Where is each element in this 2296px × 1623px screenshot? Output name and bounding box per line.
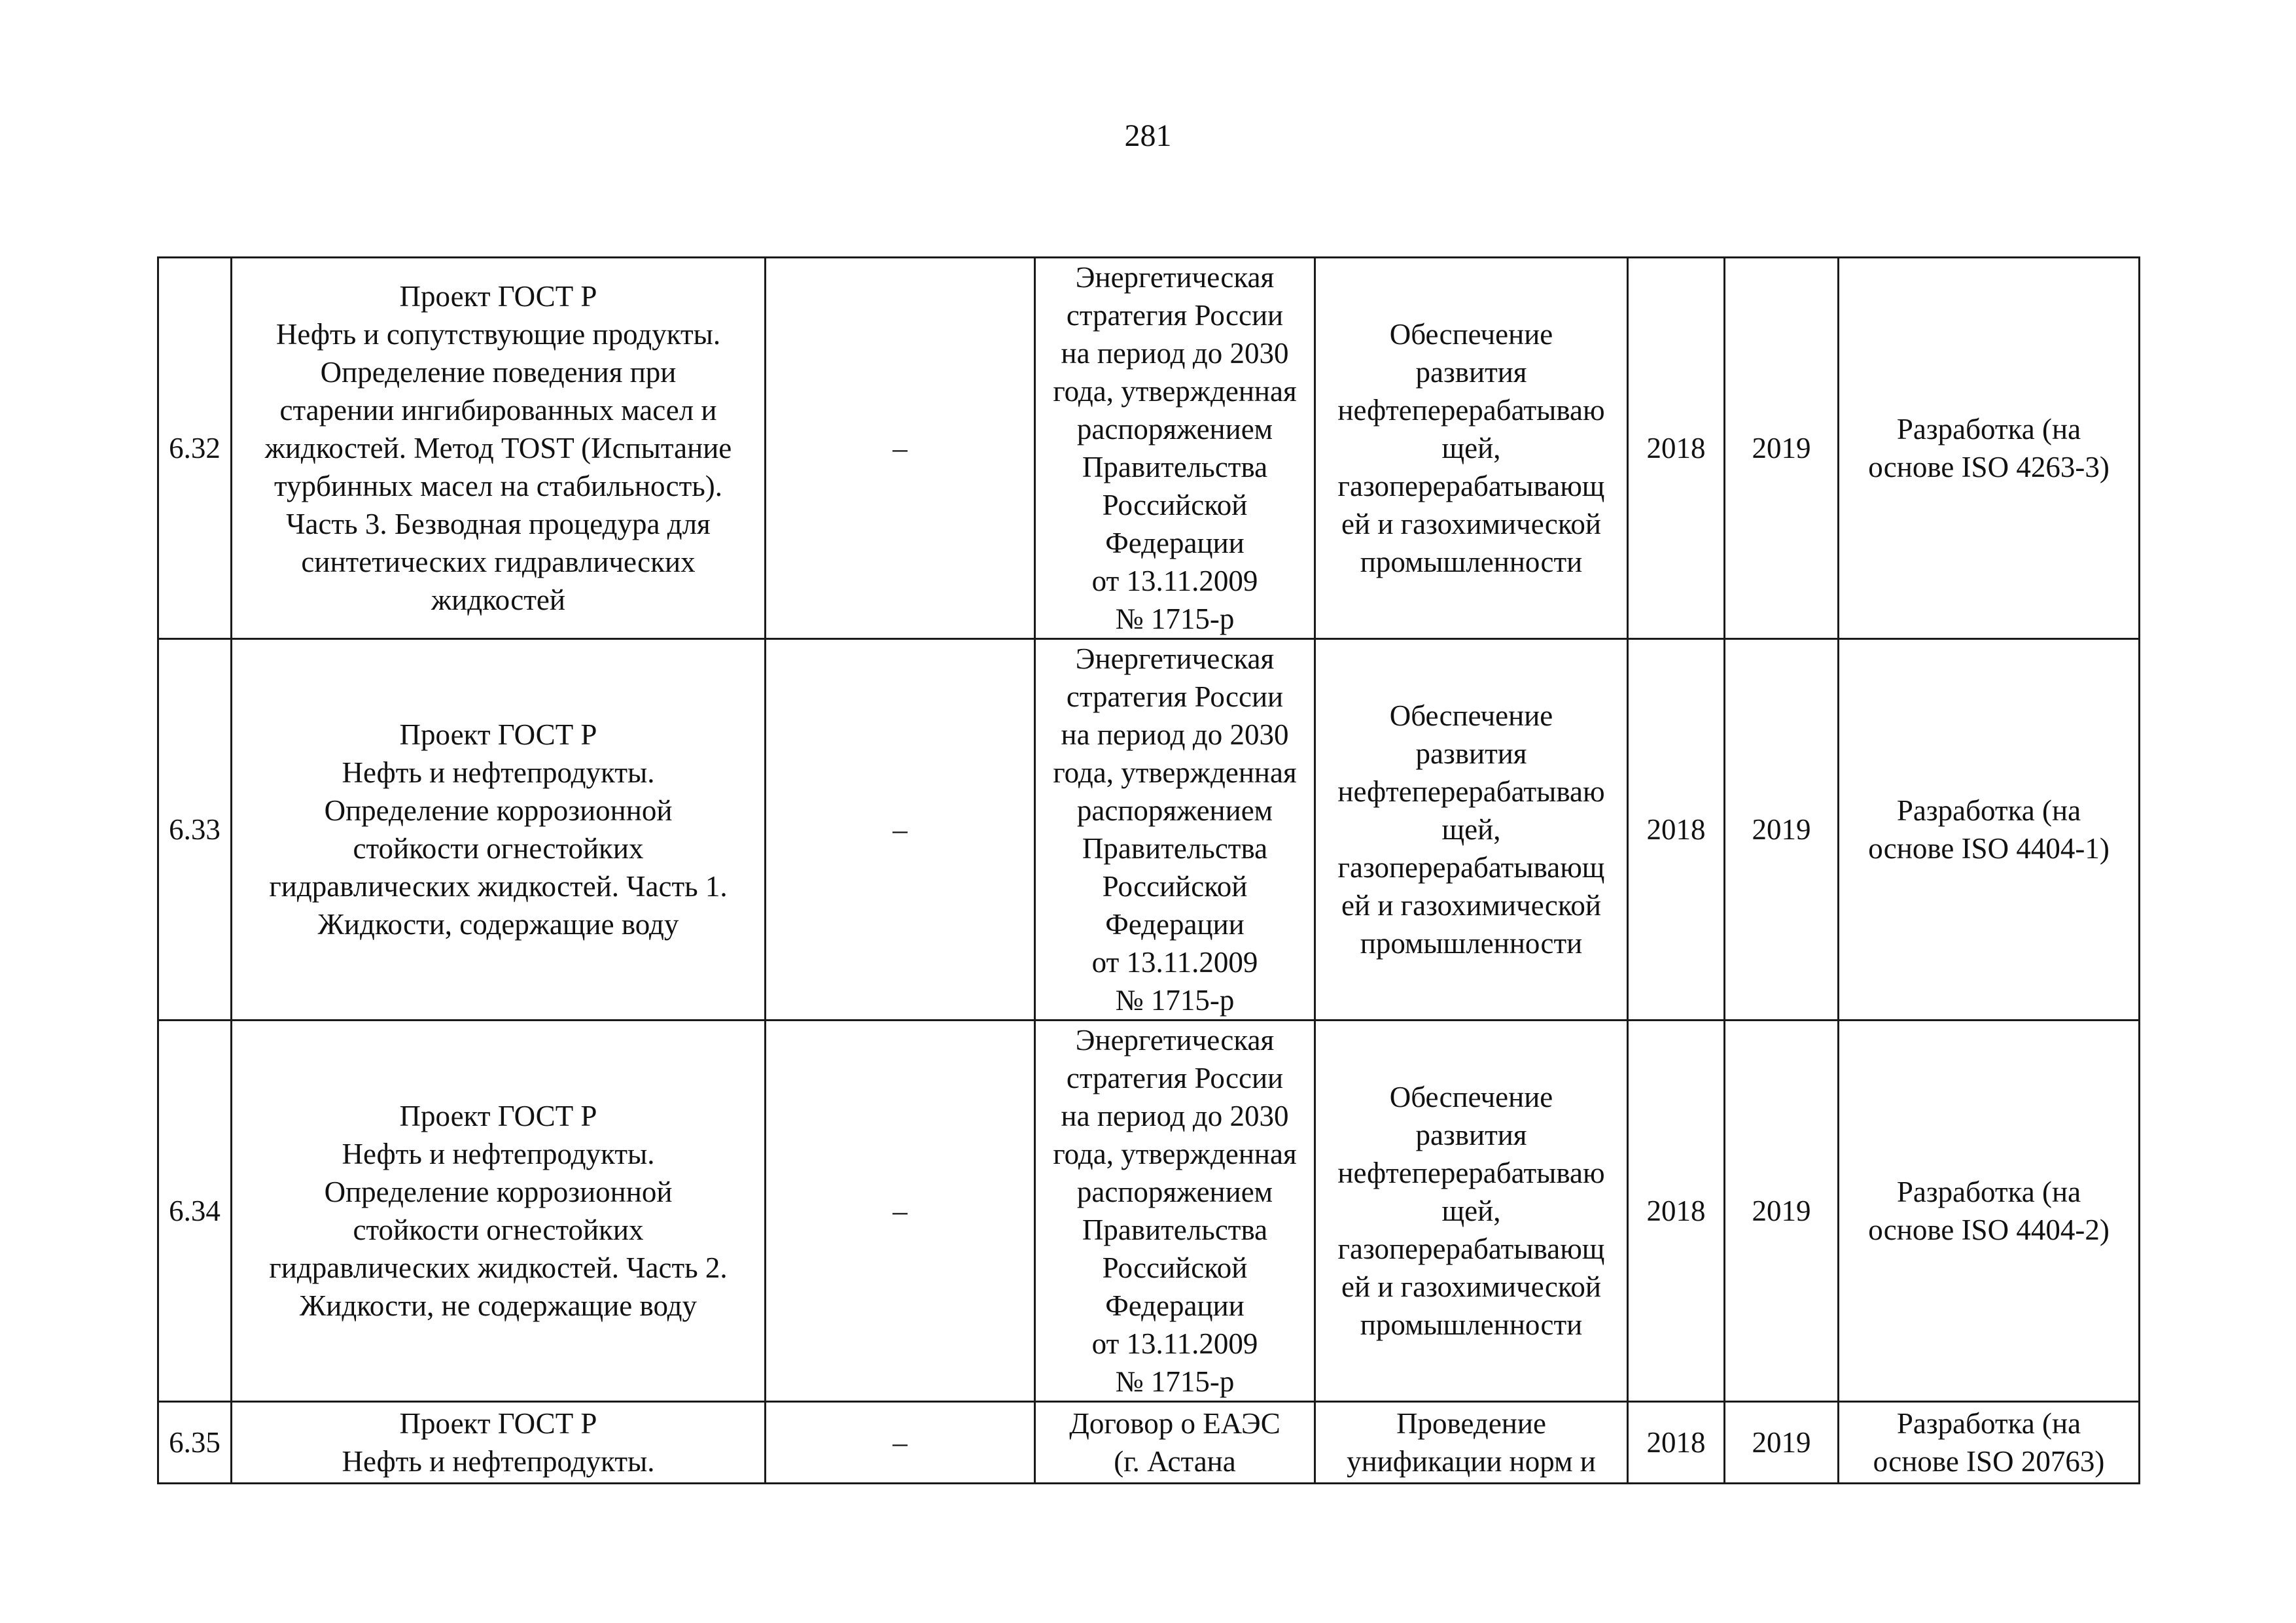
goal-line: Обеспечение <box>1389 699 1553 732</box>
basis-line: Энергетическая <box>1075 642 1275 675</box>
goal-line: нефтеперерабатываю <box>1337 1157 1605 1189</box>
basis-line: года, утвержденная <box>1053 375 1297 408</box>
standard-title <box>232 1021 766 1402</box>
goal-line: газоперерабатывающ <box>1337 1232 1605 1265</box>
dash-cell: – <box>766 258 1035 639</box>
title-line: турбинных масел на стабильность). <box>274 470 723 502</box>
basis-cell <box>1035 1402 1315 1484</box>
goal-cell <box>1315 1402 1628 1484</box>
dash-cell: – <box>766 1021 1035 1402</box>
title-line: Нефть и нефтепродукты. <box>342 1138 655 1170</box>
goal-line: промышленности <box>1360 927 1583 960</box>
note-line: Разработка (на <box>1896 413 2081 445</box>
basis-cell <box>1035 258 1315 639</box>
basis-line: Федерации <box>1105 527 1245 559</box>
title-line: стойкости огнестойких <box>353 832 644 865</box>
basis-line: от 13.11.2009 <box>1091 946 1258 979</box>
basis-line: на период до 2030 <box>1061 718 1289 751</box>
title-line: Нефть и нефтепродукты. <box>342 1445 655 1478</box>
title-line: старении ингибированных масел и <box>279 394 717 427</box>
goal-line: унификации норм и <box>1347 1445 1596 1478</box>
basis-line: № 1715-р <box>1115 1365 1235 1398</box>
title-line: Жидкости, не содержащие воду <box>299 1289 698 1322</box>
goal-line: газоперерабатывающ <box>1337 470 1605 502</box>
row-number: 6.34 <box>158 1021 232 1402</box>
basis-line: Российской <box>1102 1251 1248 1284</box>
table-row <box>158 258 2140 639</box>
goal-line: щей, <box>1441 1195 1501 1227</box>
goal-line: промышленности <box>1360 1308 1583 1341</box>
basis-line: Договор о ЕАЭС <box>1069 1407 1280 1440</box>
title-line: гидравлических жидкостей. Часть 1. <box>269 870 728 903</box>
basis-line: стратегия России <box>1066 299 1284 332</box>
basis-line: Энергетическая <box>1075 1024 1275 1056</box>
goal-line: нефтеперерабатываю <box>1337 394 1605 427</box>
table-row <box>158 639 2140 1021</box>
standards-table <box>157 256 2140 1484</box>
row-number: 6.35 <box>158 1402 232 1484</box>
basis-line: года, утвержденная <box>1053 1138 1297 1170</box>
goal-line: щей, <box>1441 432 1501 464</box>
goal-line: развития <box>1415 356 1527 389</box>
standard-title <box>232 1402 766 1484</box>
goal-line: Проведение <box>1396 1407 1546 1440</box>
basis-line: стратегия России <box>1066 680 1284 713</box>
title-line: стойкости огнестойких <box>353 1213 644 1246</box>
title-line: Проект ГОСТ Р <box>399 1407 597 1440</box>
goal-line: ей и газохимической <box>1341 508 1601 540</box>
basis-line: Федерации <box>1105 1289 1245 1322</box>
note-line: основе ISO 20763) <box>1873 1445 2105 1478</box>
basis-line: Российской <box>1102 870 1248 903</box>
title-line: Жидкости, содержащие воду <box>317 908 679 941</box>
basis-line: распоряжением <box>1076 413 1273 445</box>
basis-cell <box>1035 1021 1315 1402</box>
table-row <box>158 1021 2140 1402</box>
basis-cell <box>1035 639 1315 1021</box>
row-number: 6.33 <box>158 639 232 1021</box>
standard-title <box>232 258 766 639</box>
table-row <box>158 1402 2140 1484</box>
note-cell <box>1839 1402 2140 1484</box>
end-year: 2019 <box>1725 639 1839 1021</box>
basis-line: Правительства <box>1082 451 1268 483</box>
start-year: 2018 <box>1628 639 1725 1021</box>
title-line: Часть 3. Безводная процедура для <box>286 508 711 540</box>
basis-line: на период до 2030 <box>1061 337 1289 370</box>
title-line: Определение коррозионной <box>324 794 673 827</box>
basis-line: на период до 2030 <box>1061 1100 1289 1132</box>
title-line: Нефть и нефтепродукты. <box>342 756 655 789</box>
goal-line: развития <box>1415 737 1527 770</box>
start-year: 2018 <box>1628 1021 1725 1402</box>
note-line: основе ISO 4404-2) <box>1868 1213 2110 1246</box>
title-line: Проект ГОСТ Р <box>399 1100 597 1132</box>
basis-line: стратегия России <box>1066 1062 1284 1094</box>
title-line: жидкостей <box>431 584 565 616</box>
row-number: 6.32 <box>158 258 232 639</box>
basis-line: (г. Астана <box>1114 1445 1236 1478</box>
goal-line: развития <box>1415 1119 1527 1151</box>
dash-cell: – <box>766 1402 1035 1484</box>
basis-line: распоряжением <box>1076 794 1273 827</box>
basis-line: распоряжением <box>1076 1176 1273 1208</box>
goal-line: газоперерабатывающ <box>1337 851 1605 884</box>
title-line: жидкостей. Метод TOST (Испытание <box>264 432 732 464</box>
note-cell <box>1839 639 2140 1021</box>
title-line: Определение поведения при <box>320 356 677 389</box>
start-year: 2018 <box>1628 258 1725 639</box>
note-cell <box>1839 258 2140 639</box>
standard-title <box>232 639 766 1021</box>
note-cell <box>1839 1021 2140 1402</box>
goal-line: нефтеперерабатываю <box>1337 775 1605 808</box>
basis-line: Правительства <box>1082 832 1268 865</box>
end-year: 2019 <box>1725 1021 1839 1402</box>
goal-cell <box>1315 639 1628 1021</box>
goal-line: промышленности <box>1360 546 1583 578</box>
title-line: гидравлических жидкостей. Часть 2. <box>269 1251 728 1284</box>
basis-line: № 1715-р <box>1115 602 1235 635</box>
basis-line: Федерации <box>1105 908 1245 941</box>
end-year: 2019 <box>1725 1402 1839 1484</box>
title-line: Проект ГОСТ Р <box>399 718 597 751</box>
dash-cell: – <box>766 639 1035 1021</box>
note-line: Разработка (на <box>1896 1176 2081 1208</box>
title-line: синтетических гидравлических <box>301 546 696 578</box>
note-line: Разработка (на <box>1896 1407 2081 1440</box>
start-year: 2018 <box>1628 1402 1725 1484</box>
end-year: 2019 <box>1725 258 1839 639</box>
title-line: Проект ГОСТ Р <box>399 280 597 313</box>
basis-line: Российской <box>1102 489 1248 521</box>
note-line: основе ISO 4263-3) <box>1868 451 2110 483</box>
basis-line: года, утвержденная <box>1053 756 1297 789</box>
goal-cell <box>1315 258 1628 639</box>
basis-line: Энергетическая <box>1075 261 1275 294</box>
note-line: основе ISO 4404-1) <box>1868 832 2110 865</box>
goal-line: Обеспечение <box>1389 318 1553 351</box>
page-number: 281 <box>1124 118 1172 153</box>
goal-line: ей и газохимической <box>1341 889 1601 922</box>
goal-line: щей, <box>1441 813 1501 846</box>
title-line: Нефть и сопутствующие продукты. <box>275 318 721 351</box>
basis-line: № 1715-р <box>1115 984 1235 1017</box>
note-line: Разработка (на <box>1896 794 2081 827</box>
title-line: Определение коррозионной <box>324 1176 673 1208</box>
goal-line: Обеспечение <box>1389 1081 1553 1113</box>
basis-line: Правительства <box>1082 1213 1268 1246</box>
basis-line: от 13.11.2009 <box>1091 1327 1258 1360</box>
basis-line: от 13.11.2009 <box>1091 565 1258 597</box>
goal-cell <box>1315 1021 1628 1402</box>
goal-line: ей и газохимической <box>1341 1270 1601 1303</box>
